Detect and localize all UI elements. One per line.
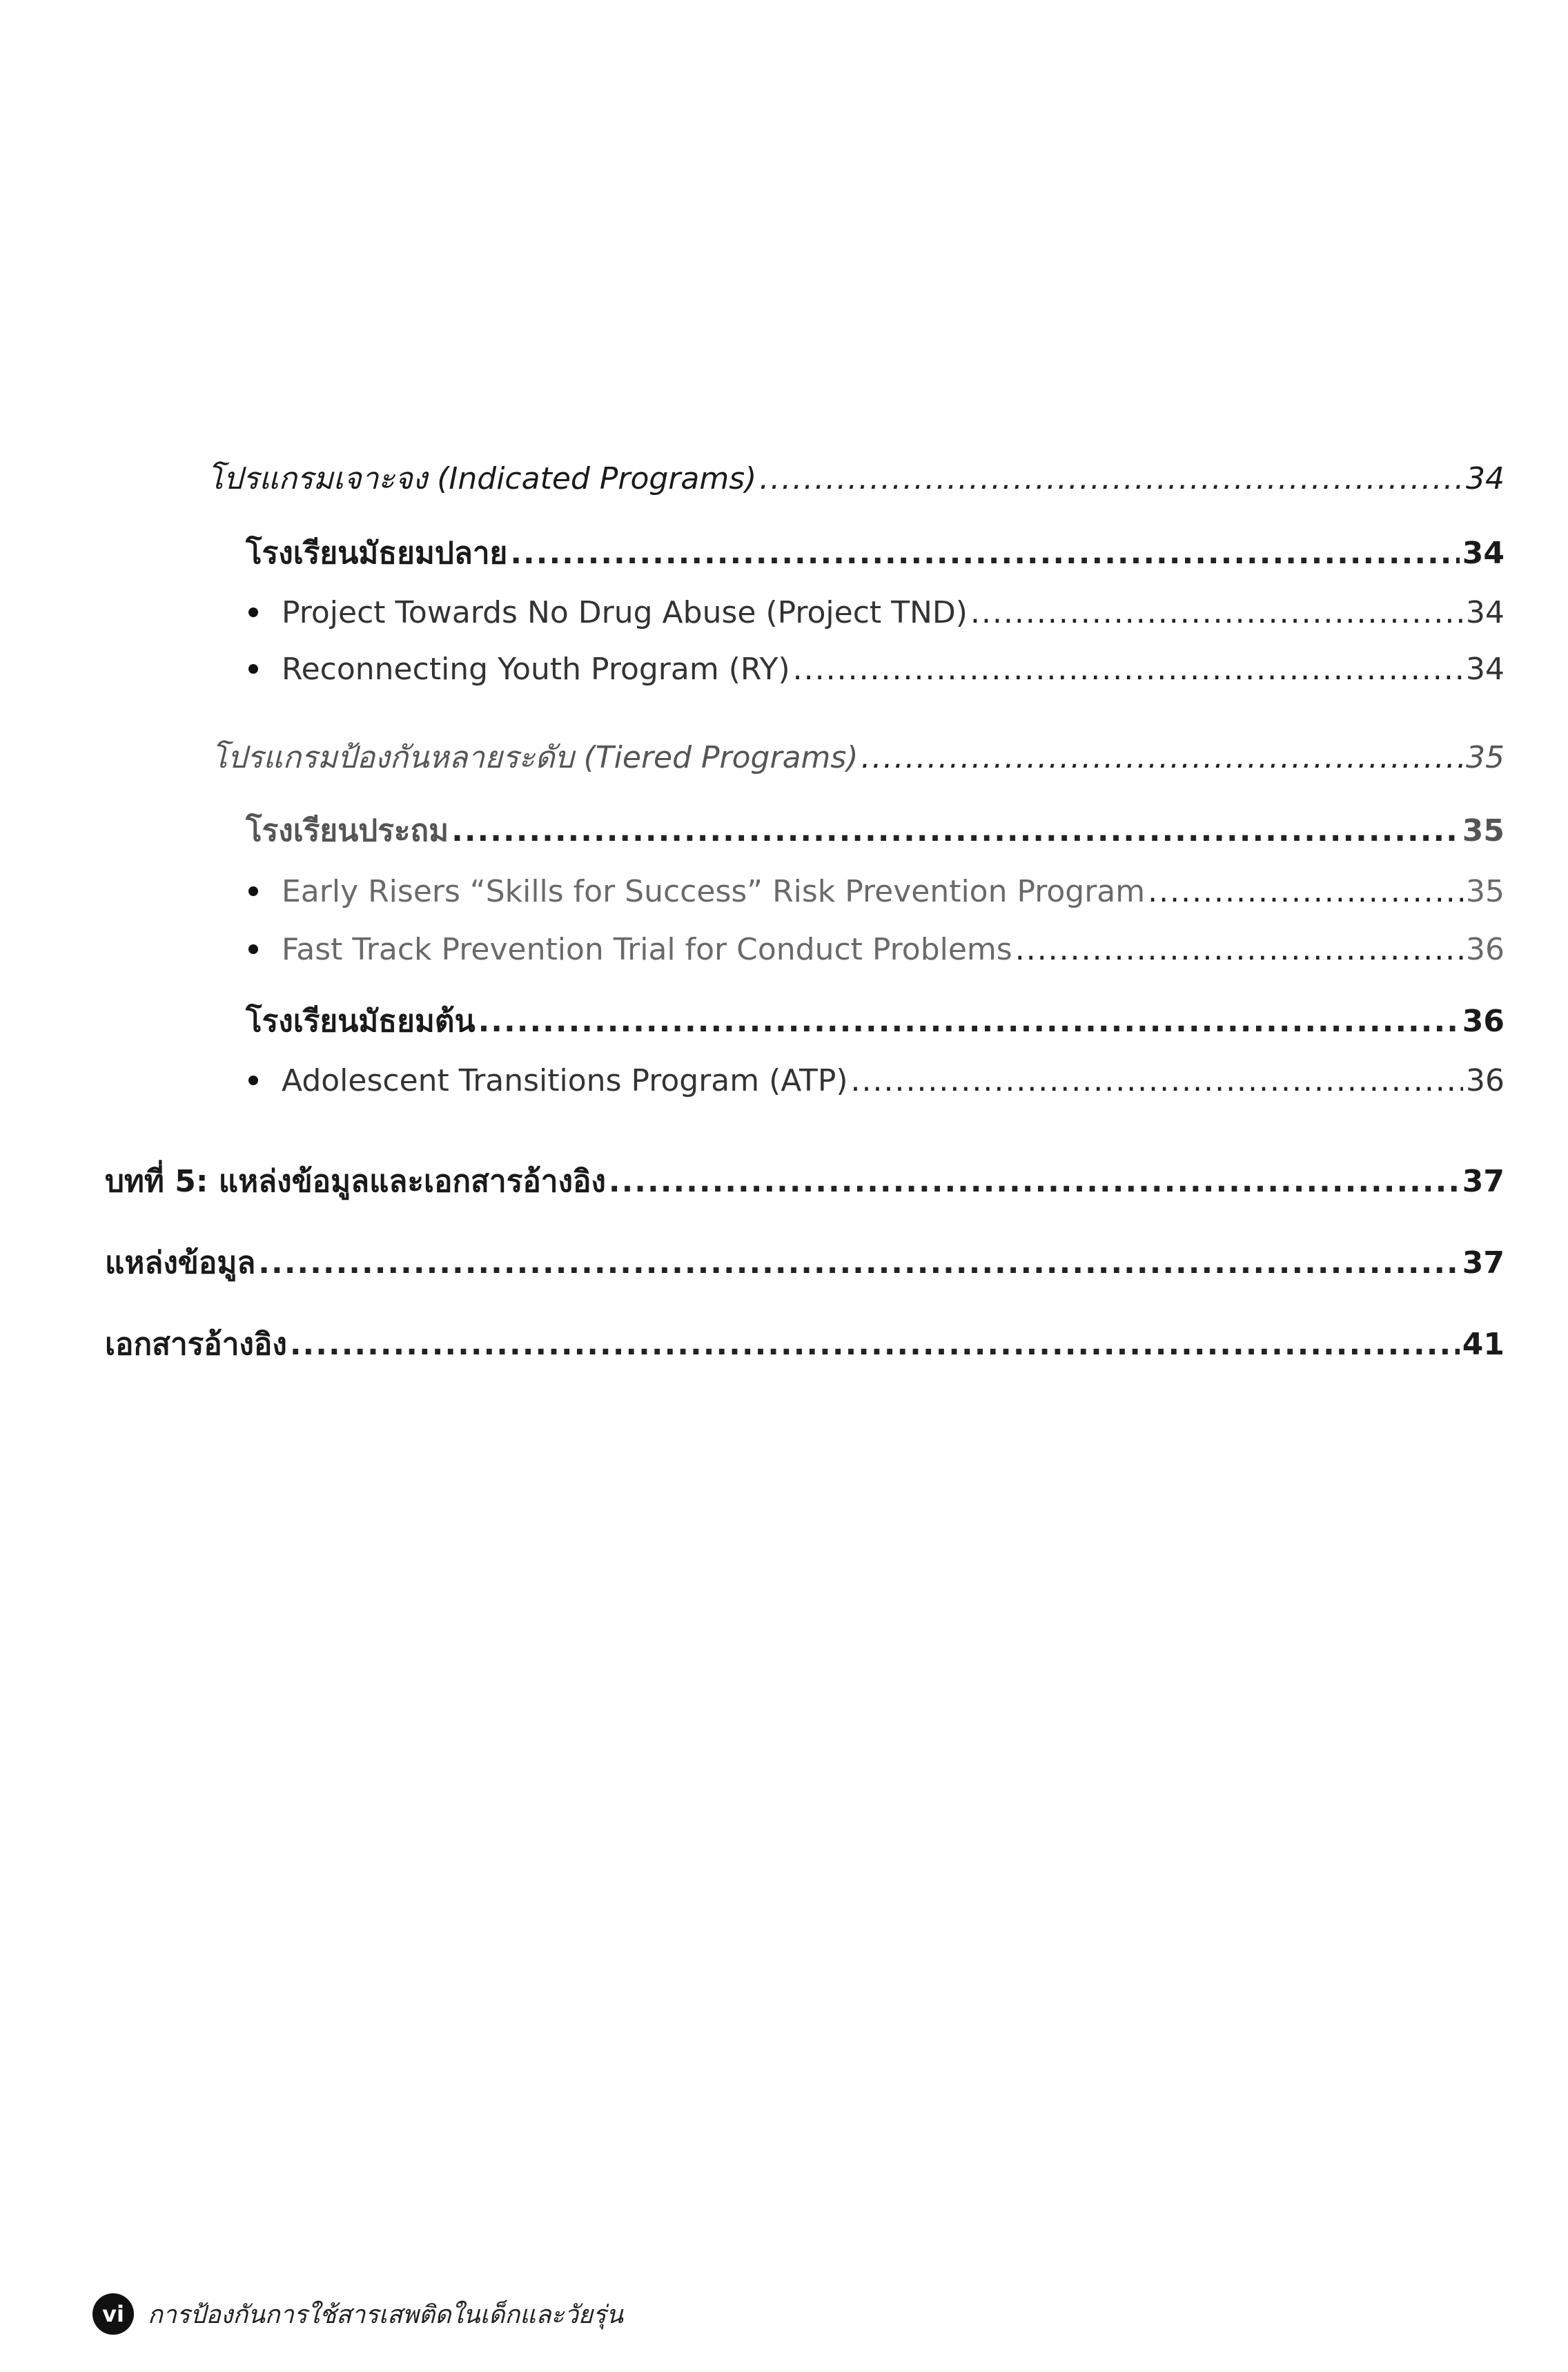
bullet-icon <box>248 1076 258 1085</box>
toc-page-number: 36 <box>1466 1063 1505 1098</box>
toc-leader <box>451 813 1460 850</box>
toc-entry-reconnecting-youth <box>248 652 1505 688</box>
toc-leader <box>609 1164 1460 1200</box>
toc-page-number: 34 <box>1462 536 1505 571</box>
toc-entry-primary-school <box>246 813 1505 850</box>
toc-label: โรงเรียนมัธยมต้น <box>246 1004 476 1039</box>
bullet-icon <box>248 607 258 617</box>
toc-leader <box>970 595 1463 632</box>
page-footer <box>92 2293 623 2335</box>
toc-page-number: 35 <box>1466 740 1505 775</box>
toc-label: บทที่ 5: แหล่งข้อมูลและเอกสารอ้างอิง <box>105 1164 606 1199</box>
toc-leader <box>478 1004 1460 1040</box>
toc-label: เอกสารอ้างอิง <box>105 1327 287 1362</box>
bullet-icon <box>248 886 258 896</box>
toc-leader <box>258 1245 1459 1282</box>
toc-leader <box>861 740 1464 777</box>
toc-leader <box>510 536 1459 572</box>
toc-entry-middle-school <box>246 1004 1505 1040</box>
toc-entry-fast-track <box>248 932 1505 969</box>
toc-label: Fast Track Prevention Trial for Conduct Problems <box>282 932 1012 967</box>
toc-entry-atp <box>248 1063 1505 1100</box>
toc-page-number: 41 <box>1462 1327 1505 1362</box>
page-number-badge: vi <box>92 2293 134 2335</box>
toc-label: โรงเรียนมัธยมปลาย <box>246 536 508 571</box>
toc-label: Reconnecting Youth Program (RY) <box>282 652 790 687</box>
toc-page-number: 34 <box>1466 595 1505 630</box>
toc-entry-early-risers <box>248 874 1505 911</box>
toc-label: โรงเรียนประถม <box>246 813 449 848</box>
toc-leader <box>1148 874 1463 911</box>
toc-page-number: 35 <box>1466 874 1505 909</box>
toc-leader <box>851 1063 1463 1100</box>
toc-page-number: 34 <box>1466 461 1505 496</box>
toc-label: Adolescent Transitions Program (ATP) <box>282 1063 848 1098</box>
toc-entry-project-tnd <box>248 595 1505 632</box>
toc-label: โปรแกรมป้องกันหลายระดับ (Tiered Programs) <box>211 740 859 775</box>
toc-leader <box>1015 932 1463 969</box>
toc-label: โปรแกรมเจาะจง (Indicated Programs) <box>207 461 757 496</box>
book-title: การป้องกันการใช้สารเสพติดในเด็กและวัยรุ่น <box>148 2300 623 2329</box>
toc-label: Early Risers “Skills for Success” Risk Prevention Program <box>282 874 1146 909</box>
toc-page-number: 36 <box>1466 932 1505 967</box>
toc-entry-high-school <box>246 536 1505 572</box>
bullet-icon <box>248 664 258 674</box>
toc-entry-indicated-programs <box>207 461 1505 498</box>
toc-page-number: 35 <box>1462 813 1505 848</box>
toc-entry-sources <box>105 1245 1505 1282</box>
toc-leader <box>793 652 1463 688</box>
toc-label: Project Towards No Drug Abuse (Project TND) <box>282 595 968 630</box>
toc-leader <box>759 461 1463 498</box>
toc-page-number: 34 <box>1466 652 1505 687</box>
toc-entry-tiered-programs <box>211 740 1505 777</box>
toc-page-number: 36 <box>1462 1004 1505 1039</box>
toc-entry-references <box>105 1327 1505 1363</box>
bullet-icon <box>248 944 258 954</box>
toc-page-number: 37 <box>1462 1164 1505 1199</box>
toc-entry-chapter-5 <box>105 1164 1505 1200</box>
toc-page-number: 37 <box>1462 1245 1505 1281</box>
toc-label: แหล่งข้อมูล <box>105 1245 256 1281</box>
toc-leader <box>290 1327 1460 1363</box>
